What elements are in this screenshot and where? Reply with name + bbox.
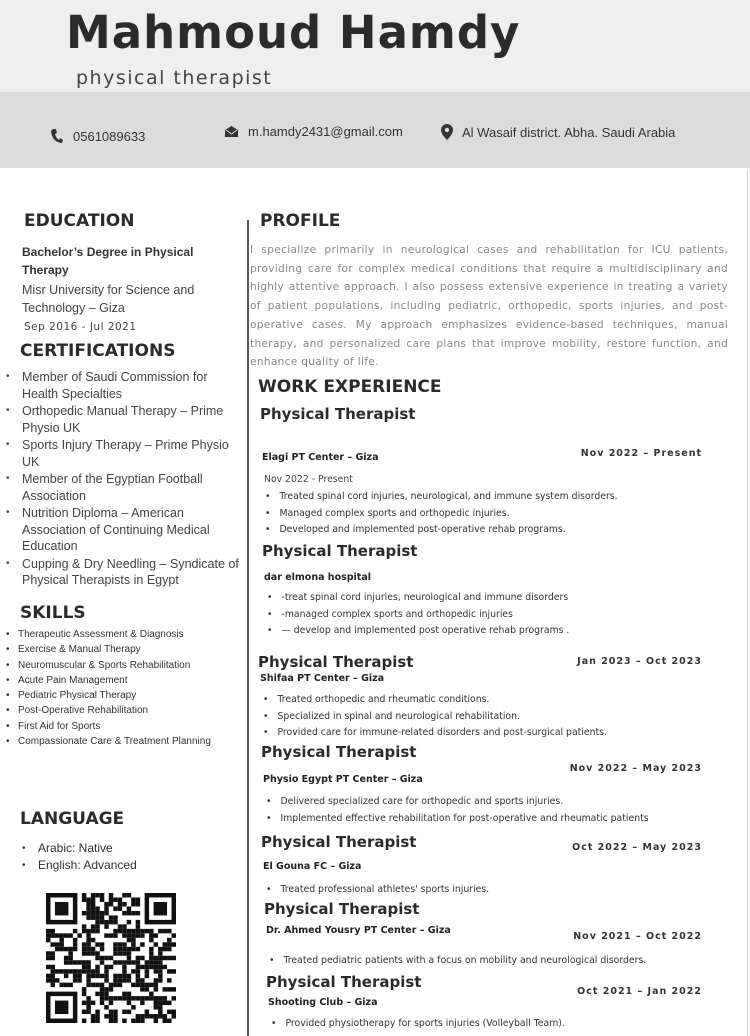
job-bullet: • Specialized in spinal and neurological rehabilitation. [263,709,607,726]
certification-item: • Cupping & Dry Needling – Syndicate of Physical Therapists in Egypt [2,556,242,589]
job-title: Physical Therapist [258,653,414,671]
job-bullets [266,882,489,899]
skill-item: • Neuromuscular & Sports Rehabilitation [2,658,211,673]
certification-item: • Nutrition Diploma – American Association of Continuing Medical Education [2,505,242,555]
skill-item: • Therapeutic Assessment & Diagnosis [2,627,211,642]
skill-item: • Compassionate Care & Treatment Planning [2,734,211,749]
job-title: Physical Therapist [261,743,417,761]
job-title: Physical Therapist [262,542,418,560]
skill-item: • Exercise & Manual Therapy [2,642,211,657]
certification-item: • Orthopedic Manual Therapy – Prime Physio UK [2,403,242,436]
job-dates: Nov 2022 – May 2023 [569,763,702,774]
candidate-role: physical therapist [76,67,273,89]
skill-item: • Pediatric Physical Therapy [2,688,211,703]
language-list [18,840,137,874]
skill-item: • Post-Operative Rehabilitation [2,703,211,718]
phone-number: 0561089633 [73,128,146,144]
job-bullets [263,692,607,742]
qr-code [46,893,176,1023]
job-dates: Nov 2022 – Present [580,448,702,459]
job-bullet: • Provided care for immune-related disorders and post-surgical patients. [263,725,607,742]
envelope-icon [224,125,239,138]
job-bullet: • -managed complex sports and orthopedic injuries [267,607,569,624]
language-item: • Arabic: Native [18,840,137,857]
job-bullet: • -treat spinal cord injuries, neurological and immune disorders [267,590,569,607]
column-divider [247,220,249,1036]
job-bullet: • Treated professional athletes' sports injuries. [266,882,489,899]
job-dates: Oct 2022 – May 2023 [572,842,702,853]
education-dates: Sep 2016 - Jul 2021 [24,321,137,333]
phone-contact [50,128,145,144]
job-dates: Nov 2021 – Oct 2022 [573,931,702,942]
skill-item: • Acute Pain Management [2,673,211,688]
job-company: Dr. Ahmed Yousry PT Center – Giza [266,925,451,936]
job-bullet: • Treated spinal cord injuries, neurological, and immune system disorders. [265,489,618,506]
skills-list [2,627,211,749]
profile-heading: PROFILE [260,211,341,231]
location-pin-icon [441,124,453,140]
job-title: Physical Therapist [260,405,416,423]
job-bullets [271,1016,565,1033]
email-address[interactable]: m.hamdy2431@gmail.com [248,124,403,139]
job-title: Physical Therapist [261,833,417,851]
certification-item: • Member of the Egyptian Football Association [2,471,242,504]
address-contact [441,124,675,140]
job-bullets [265,489,618,539]
school: Misr University for Science and Technology – Giza [22,283,195,315]
candidate-name: Mahmoud Hamdy [66,6,521,59]
certification-item: • Sports Injury Therapy – Prime Physio UK [2,437,242,470]
job-company: Physio Egypt PT Center – Giza [263,774,423,785]
address: Al Wasaif district. Abha. Saudi Arabia [462,124,676,140]
job-dates: Jan 2023 – Oct 2023 [577,656,702,667]
skill-item: • First Aid for Sports [2,719,211,734]
job-company: El Gouna FC – Giza [263,861,362,872]
header [0,0,750,92]
job-title: Physical Therapist [264,900,420,918]
job-bullet: • Provided physiotherapy for sports injuries (Volleyball Team). [271,1016,565,1033]
work-experience-heading: WORK EXPERIENCE [258,377,442,397]
job-bullet: • Delivered specialized care for orthopedic and sports injuries. [266,794,649,811]
job-bullet: • Developed and implemented post-operative rehab programs. [265,522,618,539]
job-bullet: • Implemented effective rehabilitation for post-operative and rheumatic patients [266,811,649,828]
certification-item: • Member of Saudi Commission for Health Specialties [2,369,242,402]
job-bullets [266,794,649,827]
page-border [747,170,748,1036]
language-item: • English: Advanced [18,857,137,874]
job-bullet: • — develop and implemented post operative rehab programs . [267,623,569,640]
language-heading: LANGUAGE [20,809,125,829]
certifications-list [2,369,242,590]
job-company: Shooting Club – Giza [268,997,378,1008]
job-company: dar elmona hospital [264,572,372,583]
phone-icon [50,128,64,144]
job-dates: Oct 2021 – Jan 2022 [577,986,702,997]
degree: Bachelor’s Degree in Physical Therapy [22,245,194,277]
job-subdate: Nov 2022 - Present [264,474,353,485]
job-company: Elagi PT Center – Giza [262,452,379,463]
email-contact [224,124,403,139]
job-bullets [269,953,646,970]
job-bullets [267,590,569,640]
profile-text: I specialize primarily in neurological cases and rehabilitation for ICU patients, providing care for complex medical conditions that require a multidisciplinary and highly attentive approach. I also possess extensive experience in treating a variety of patient populations, including pediatric, orthopedic, sports injuries, and post-operative cases. My approach emphasizes evidence-based techniques, manual therapy, and personalized care plans that improve mobility, restore function, and enhance quality of life. [250,244,728,369]
job-company: Shifaa PT Center – Giza [260,673,385,684]
job-title: Physical Therapist [266,973,422,991]
skills-heading: SKILLS [20,603,86,623]
job-bullet: • Treated pediatric patients with a focus on mobility and neurological disorders. [269,953,646,970]
job-bullet: • Managed complex sports and orthopedic injuries. [265,506,618,523]
job-bullet: • Treated orthopedic and rheumatic conditions. [263,692,607,709]
certifications-heading: CERTIFICATIONS [20,341,176,361]
education-heading: EDUCATION [24,211,135,231]
